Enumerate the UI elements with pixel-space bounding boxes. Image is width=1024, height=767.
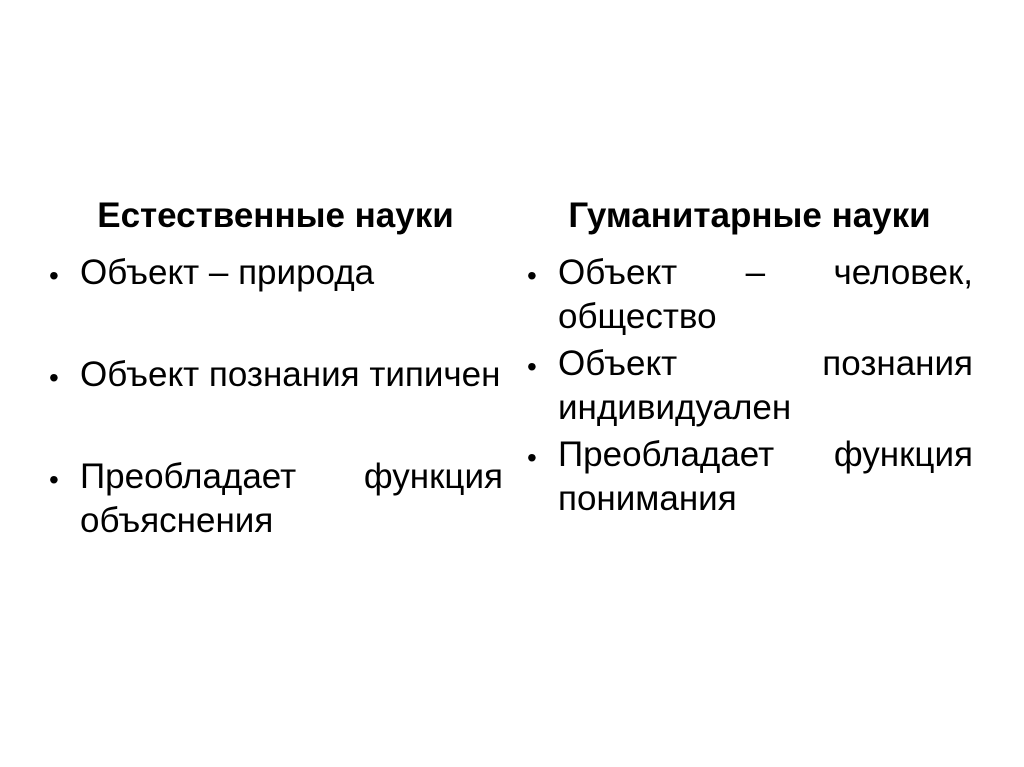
list-item	[48, 251, 503, 295]
bullet-text: Объект – человек, общество	[558, 253, 973, 336]
bullet-icon: •	[527, 351, 537, 382]
natural-sciences-bullet-list	[48, 251, 503, 543]
natural-sciences-column	[48, 194, 503, 543]
bullet-icon: •	[49, 260, 59, 291]
humanities-bullet-list	[526, 251, 973, 521]
list-item	[48, 353, 503, 397]
bullet-text: Объект познания типичен	[80, 355, 501, 394]
bullet-icon: •	[527, 442, 537, 473]
bullet-text: Объект – природа	[80, 253, 375, 292]
humanities-header: Гуманитарные науки	[568, 196, 931, 235]
bullet-text: Преобладает функция объяснения	[80, 457, 503, 540]
bullet-icon: •	[49, 464, 59, 495]
list-item	[526, 342, 973, 430]
bullet-text: Объект познания индивидуален	[558, 344, 973, 427]
list-item	[526, 251, 973, 339]
list-item	[48, 455, 503, 543]
humanities-column	[526, 194, 973, 521]
list-item	[526, 433, 973, 521]
bullet-icon: •	[527, 260, 537, 291]
bullet-text: Преобладает функция понимания	[558, 435, 973, 518]
bullet-icon: •	[49, 362, 59, 393]
natural-sciences-header: Естественные науки	[97, 196, 454, 235]
